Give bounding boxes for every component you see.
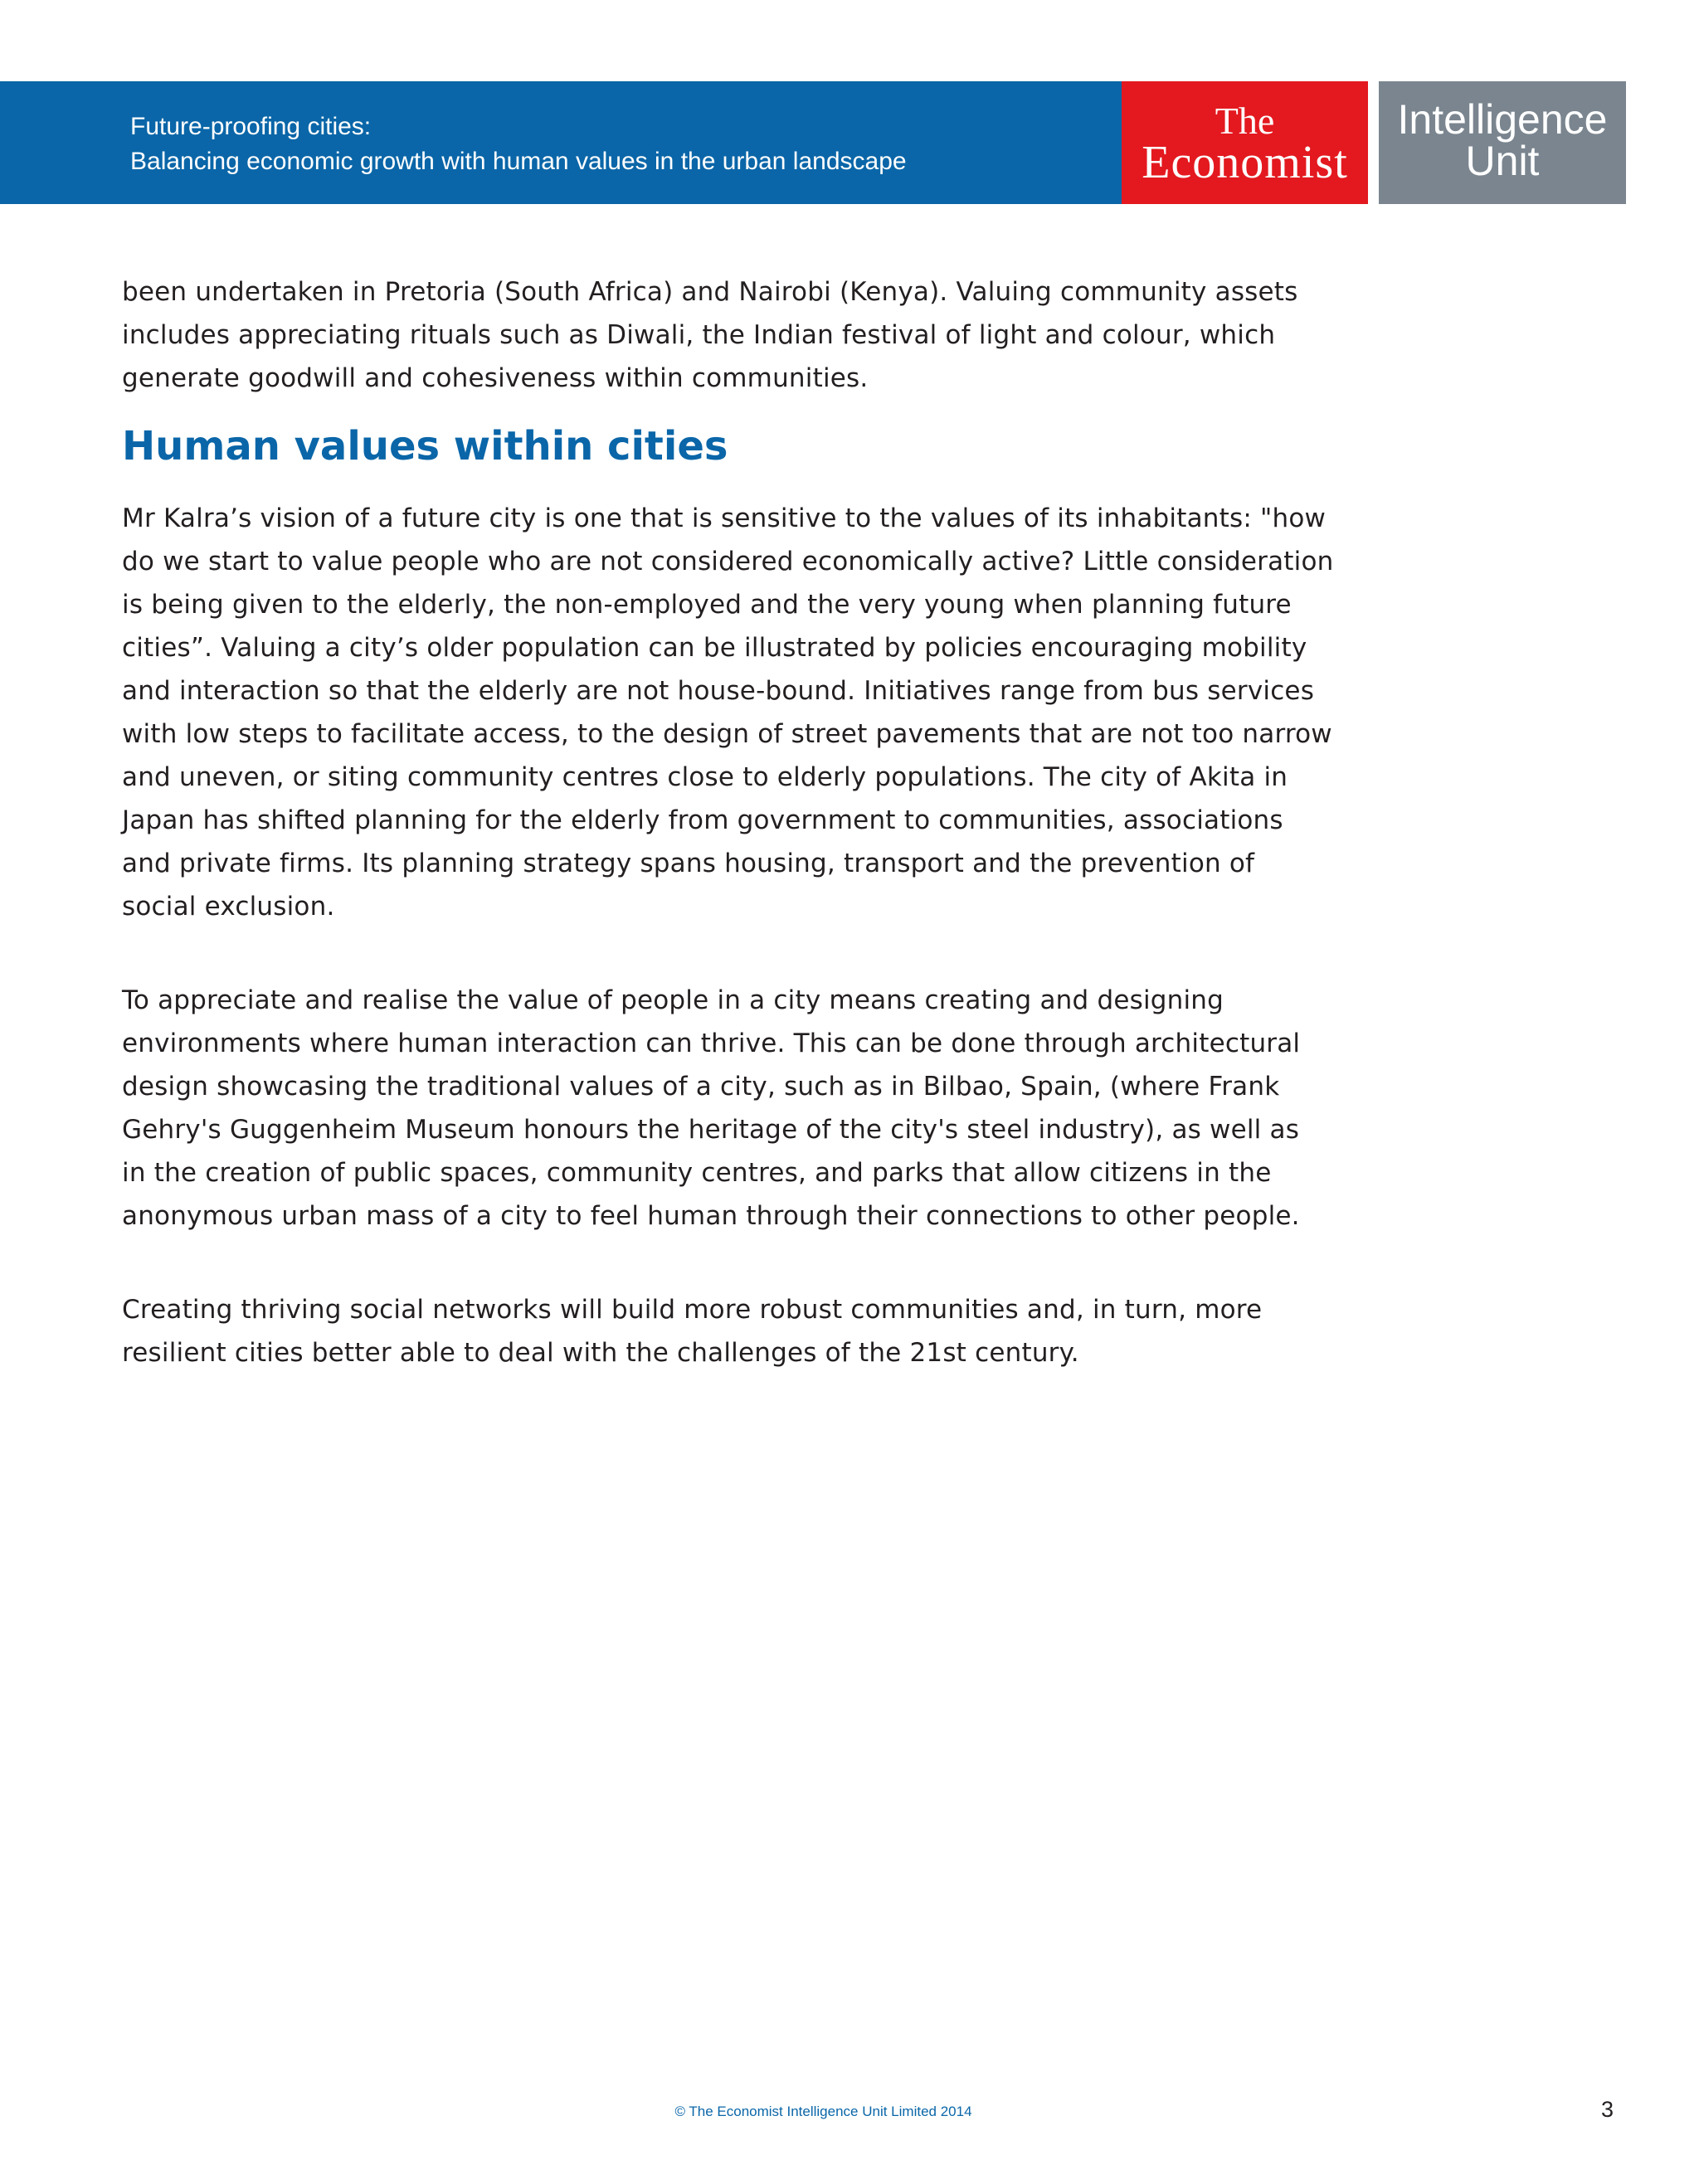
- text-line: and interaction so that the elderly are not house-bound. Initiatives range from bus services: [122, 676, 1315, 706]
- text-line: with low steps to facilitate access, to the design of street pavements that are not too narrow: [122, 719, 1332, 749]
- report-title-line1: Future-proofing cities:: [130, 113, 372, 140]
- body-paragraph-2: [122, 979, 1317, 1238]
- text-line: Gehry's Guggenheim Museum honours the heritage of the city's steel industry), as well as: [122, 1115, 1300, 1145]
- text-line: includes appreciating rituals such as Diwali, the Indian festival of light and colour, which: [122, 320, 1276, 350]
- intelligence-unit-logo-line2: Unit: [1465, 138, 1540, 184]
- economist-logo-the: The: [1215, 100, 1275, 142]
- text-line: environments where human interaction can thrive. This can be done through architectural: [122, 1029, 1301, 1058]
- text-line: and private firms. Its planning strategy spans housing, transport and the prevention of: [122, 849, 1255, 878]
- economist-logo: [1122, 81, 1368, 204]
- copyright-notice: © The Economist Intelligence Unit Limited 2014: [674, 2104, 972, 2119]
- intro-paragraph: [122, 270, 1317, 400]
- report-subtitle: Balancing economic growth with human values in the urban landscape: [130, 148, 907, 175]
- text-line: To appreciate and realise the value of people in a city means creating and designing: [122, 985, 1224, 1015]
- body-paragraph-1: [122, 497, 1334, 928]
- text-line: anonymous urban mass of a city to feel human through their connections to other people.: [122, 1201, 1300, 1231]
- text-line: social exclusion.: [122, 892, 335, 922]
- text-line: been undertaken in Pretoria (South Africa) and Nairobi (Kenya). Valuing community assets: [122, 277, 1298, 307]
- text-line: resilient cities better able to deal with the challenges of the 21st century.: [122, 1338, 1079, 1368]
- economist-logo-wordmark: Economist: [1142, 137, 1348, 188]
- text-line: in the creation of public spaces, community centres, and parks that allow citizens in the: [122, 1158, 1272, 1188]
- text-line: Japan has shifted planning for the elderly from government to communities, associations: [122, 805, 1283, 835]
- text-line: is being given to the elderly, the non-employed and the very young when planning future: [122, 590, 1292, 620]
- main-content: [122, 270, 1334, 1374]
- text-line: do we start to value people who are not considered economically active? Little consideration: [122, 547, 1334, 576]
- report-title: [130, 109, 1109, 179]
- text-line: Mr Kalra’s vision of a future city is one that is sensitive to the values of its inhabitants: "how: [122, 503, 1327, 533]
- intelligence-unit-logo: [1379, 81, 1626, 204]
- page-number: 3: [1601, 2097, 1614, 2122]
- body-paragraph-3: [122, 1288, 1317, 1374]
- section-heading: Human values within cities: [122, 423, 728, 469]
- intelligence-unit-logo-line1: Intelligence: [1397, 96, 1608, 143]
- text-line: and uneven, or siting community centres close to elderly populations. The city of Akita in: [122, 762, 1288, 792]
- text-line: design showcasing the traditional values of a city, such as in Bilbao, Spain, (where Frank: [122, 1072, 1280, 1102]
- text-line: Creating thriving social networks will build more robust communities and, in turn, more: [122, 1295, 1263, 1325]
- text-line: generate goodwill and cohesiveness within communities.: [122, 363, 869, 393]
- text-line: cities”. Valuing a city’s older population can be illustrated by policies encouraging mobility: [122, 633, 1307, 663]
